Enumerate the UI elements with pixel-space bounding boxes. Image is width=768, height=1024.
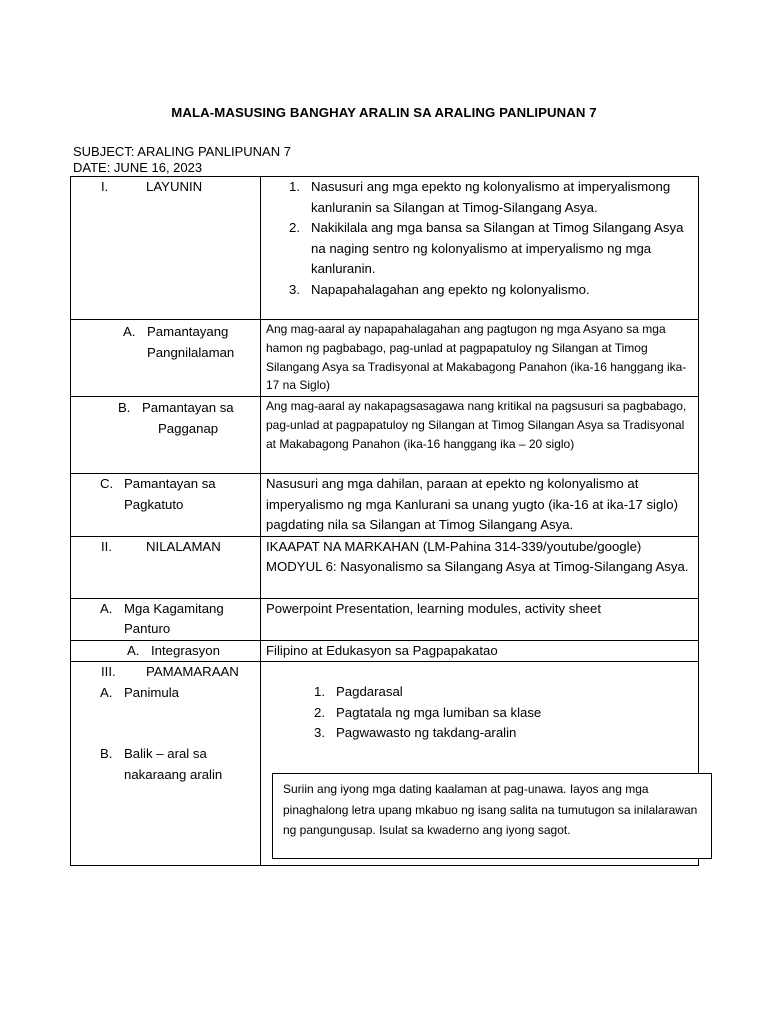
label-line: Balik – aral sa <box>124 746 207 761</box>
item-letter: A. <box>100 600 113 616</box>
panimula-steps <box>261 662 698 744</box>
label-line: Pamantayan sa <box>124 476 216 491</box>
step-number: 1. <box>314 684 325 699</box>
objective-text: Nasusuri ang mga epekto ng kolonyalismo at imperyalismong kanluranin sa Silangan at Timog-Silangang Asya. <box>311 179 671 215</box>
section-label: PAMAMARAAN <box>146 664 239 679</box>
label-line: Panimula <box>124 684 179 700</box>
nilalaman-content-cell <box>261 536 699 598</box>
section-number: III. <box>101 664 116 679</box>
section-label: NILALAMAN <box>146 538 221 554</box>
step-text: Pagtatala ng mga lumiban sa klase <box>336 704 542 720</box>
kagamitan-label <box>71 599 260 640</box>
objective-item <box>289 218 690 280</box>
step-item <box>314 723 698 744</box>
pagkatuto-content-cell <box>261 474 699 537</box>
pagkatuto-label <box>71 474 260 515</box>
integrasyon-label-cell <box>71 640 261 662</box>
step-text: Pagdarasal <box>336 684 403 699</box>
step-number: 2. <box>314 704 325 720</box>
label-line: Mga Kagamitang <box>124 600 224 616</box>
label-line: nakaraang aralin <box>124 766 223 782</box>
label-lines <box>124 599 224 640</box>
row-pamantayang-pangnilalaman <box>71 320 699 397</box>
item-letter: A. <box>127 642 140 658</box>
label-line: Pagganap <box>158 420 219 436</box>
pangnilalaman-text: Ang mag-aaral ay napapahalagahan ang pagtugon ng mga Asyano sa mga hamon ng pagbabago, pag-unlad at pagpapatuloy ng Silangan at Timog Silangang Asya sa Tradisyonal at Makabagong Panahon (ika-16 hanggang ika-17 na Siglo) <box>266 322 687 393</box>
objective-text: Napapahalagahan ang epekto ng kolonyalismo. <box>311 281 590 297</box>
pangnilalaman-label-cell <box>71 320 261 397</box>
step-item <box>314 682 698 703</box>
kagamitan-content-cell <box>261 598 699 640</box>
row-pamantayan-sa-pagganap <box>71 397 699 474</box>
pagganap-content-cell <box>261 397 699 474</box>
label-line: Pamantayan sa <box>142 400 234 415</box>
balik-aral-instruction-box: Suriin ang iyong mga dating kaalaman at pag-unawa. Iayos ang mga pinaghalong letra upang mkabuo ng isang salita na tumutugon sa inilalarawan ng pangungusap. Isulat sa kwaderno ang iyong sagot. <box>272 773 712 859</box>
label-lines <box>142 398 234 439</box>
kagamitan-label-cell <box>71 598 261 640</box>
nilalaman-label-cell <box>71 536 261 598</box>
section-header-nilalaman <box>71 537 260 558</box>
objectives-list <box>261 177 698 300</box>
objective-number: 2. <box>289 220 300 235</box>
label-line: Pangnilalaman <box>147 344 235 360</box>
section-label: LAYUNIN <box>146 179 203 194</box>
nilalaman-line1: IKAAPAT NA MARKAHAN (LM-Pahina 314-339/youtube/google) <box>266 538 642 554</box>
row-layunin <box>71 177 699 320</box>
row-pamantayan-sa-pagkatuto <box>71 474 699 537</box>
objective-item <box>289 280 690 301</box>
item-letter: C. <box>100 476 114 491</box>
step-number: 3. <box>314 725 325 740</box>
objective-item <box>289 177 690 218</box>
label-lines <box>124 474 216 515</box>
integrasyon-label <box>71 641 260 662</box>
date-line: DATE: JUNE 16, 2023 <box>73 160 203 175</box>
step-text: Pagwawasto ng takdang-aralin <box>336 725 517 740</box>
section-number: I. <box>101 179 109 194</box>
pangnilalaman-content-cell <box>261 320 699 397</box>
pamamaraan-label-cell <box>71 662 261 866</box>
pagganap-label-cell <box>71 397 261 474</box>
step-item <box>314 703 698 724</box>
item-letter: B. <box>100 746 113 761</box>
panimula-label <box>71 683 260 704</box>
kagamitan-text: Powerpoint Presentation, learning modules, activity sheet <box>266 600 601 616</box>
section-number: II. <box>101 538 112 554</box>
row-integrasyon <box>71 640 699 662</box>
integrasyon-content-cell <box>261 640 699 662</box>
pagganap-text: Ang mag-aaral ay nakapagsasagawa nang kritikal na pagsusuri sa pagbabago, pag-unlad at pagpapatuloy ng Silangan at Timog Silangan Asya sa Tradisyonal at Makabagong Panahon (ika-16 hanggang ika – 20 siglo) <box>266 399 687 451</box>
section-header-layunin <box>71 177 260 198</box>
pagganap-label <box>71 397 260 439</box>
row-kagamitang-panturo <box>71 598 699 640</box>
balik-aral-label <box>71 744 260 785</box>
label-line: Panturo <box>124 621 171 636</box>
label-line: Pagkatuto <box>124 496 184 512</box>
item-letter: A. <box>123 324 136 339</box>
item-letter: B. <box>118 400 131 415</box>
pangnilalaman-label <box>71 320 260 363</box>
pagkatuto-label-cell <box>71 474 261 537</box>
page-title: MALA-MASUSING BANGHAY ARALIN SA ARALING PANLIPUNAN 7 <box>171 105 597 120</box>
section-header-pamamaraan <box>71 662 260 683</box>
integrasyon-text: Filipino at Edukasyon sa Pagpapakatao <box>266 642 498 658</box>
row-nilalaman <box>71 536 699 598</box>
nilalaman-line2: MODYUL 6: Nasyonalismo sa Silangang Asya at Timog-Silangang Asya. <box>266 559 689 574</box>
subject-line: SUBJECT: ARALING PANLIPUNAN 7 <box>73 144 291 159</box>
lesson-plan-table <box>70 176 699 866</box>
layunin-label-cell <box>71 177 261 320</box>
layunin-content-cell <box>261 177 699 320</box>
objective-text: Nakikilala ang mga bansa sa Silangan at Timog Silangang Asya na naging sentro ng kolonyalismo at imperyalismo ng mga kanluranin. <box>311 220 684 276</box>
objective-number: 3. <box>289 281 300 297</box>
label-lines <box>124 744 222 785</box>
label-line: Pamantayang <box>147 324 229 339</box>
label-lines <box>147 322 234 363</box>
pagkatuto-text: Nasusuri ang mga dahilan, paraan at epekto ng kolonyalismo at imperyalismo ng mga Kanlurani sa unang yugto (ika-16 at ika-17 siglo) pagdating nila sa Silangan at Timog Silangang Asya. <box>266 476 678 532</box>
item-letter: A. <box>100 684 113 700</box>
objective-number: 1. <box>289 179 300 194</box>
label-line: Integrasyon <box>151 642 220 658</box>
